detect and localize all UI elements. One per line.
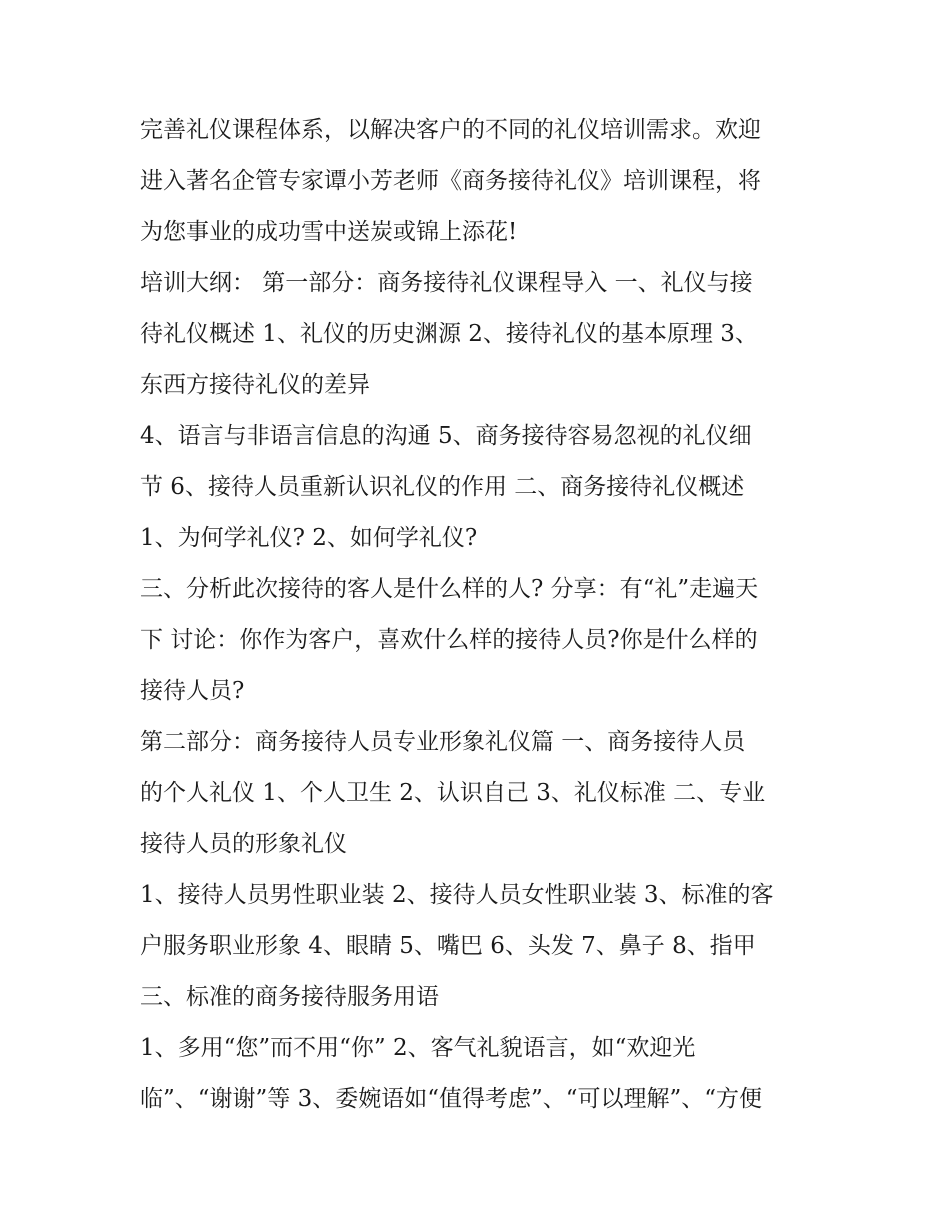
text-line: 临”、“谢谢”等 3、委婉语如“值得考虑”、“可以理解”、“方便 [140,1086,763,1112]
text-line: 东西方接待礼仪的差异 [140,372,370,398]
text-line: 三、分析此次接待的客人是什么样的人? 分享：有“礼”走遍天 [140,576,759,602]
text-line: 第二部分：商务接待人员专业形象礼仪篇 一、商务接待人员 [140,729,746,755]
text-line: 进入著名企管专家谭小芳老师《商务接待礼仪》培训课程，将 [140,168,761,194]
text-line: 三、标准的商务接待服务用语 [140,984,439,1010]
text-line: 待礼仪概述 1、礼仪的历史渊源 2、接待礼仪的基本原理 3、 [140,321,758,347]
text-line: 1、为何学礼仪? 2、如何学礼仪? [140,525,478,551]
text-line: 节 6、接待人员重新认识礼仪的作用 二、商务接待礼仪概述 [140,474,745,500]
document-body [140,105,820,1125]
text-line: 接待人员? [140,678,245,704]
text-line: 培训大纲： 第一部分：商务接待礼仪课程导入 一、礼仪与接 [140,270,753,296]
text-line: 完善礼仪课程体系，以解决客户的不同的礼仪培训需求。欢迎 [140,117,761,143]
text-line: 1、多用“您”而不用“你” 2、客气礼貌语言，如“欢迎光 [140,1035,696,1061]
text-line: 1、接待人员男性职业装 2、接待人员女性职业装 3、标准的客 [140,882,774,908]
text-line: 户服务职业形象 4、眼睛 5、嘴巴 6、头发 7、鼻子 8、指甲 [140,933,756,959]
text-line: 下 讨论：你作为客户，喜欢什么样的接待人员?你是什么样的 [140,627,758,653]
text-line: 的个人礼仪 1、个人卫生 2、认识自己 3、礼仪标准 二、专业 [140,780,766,806]
text-line: 为您事业的成功雪中送炭或锦上添花! [140,219,518,245]
text-line: 接待人员的形象礼仪 [140,831,347,857]
text-line: 4、语言与非语言信息的沟通 5、商务接待容易忽视的礼仪细 [140,423,752,449]
